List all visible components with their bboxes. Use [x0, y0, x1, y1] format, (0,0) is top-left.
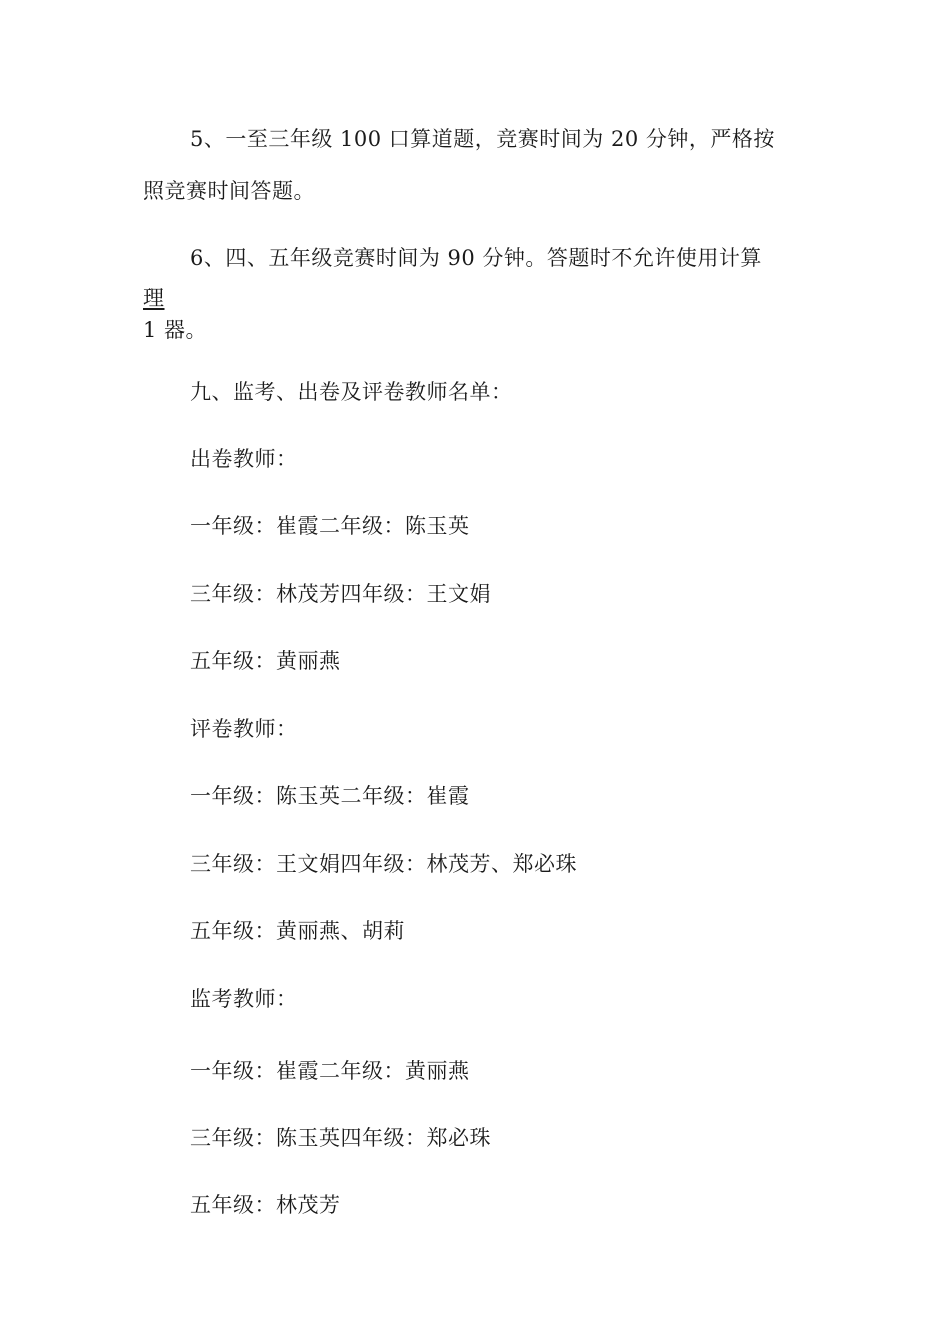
rule-6-line-1: 6、四、五年级竞赛时间为 90 分钟。答题时不允许使用计算 [190, 246, 762, 270]
proctors-row: 三年级：陈玉英四年级：郑必珠 [190, 1126, 491, 1150]
graders-row: 一年级：陈玉英二年级：崔霞 [190, 784, 470, 808]
group-title-graders: 评卷教师： [190, 717, 298, 741]
rule-5-line-1: 5、一至三年级 100 口算道题，竞赛时间为 20 分钟，严格按 [190, 127, 775, 151]
paper-setters-row: 一年级：崔霞二年级：陈玉英 [190, 514, 470, 538]
proctors-row: 五年级：林茂芳 [190, 1193, 341, 1217]
proctors-row: 一年级：崔霞二年级：黄丽燕 [190, 1059, 470, 1083]
graders-row: 三年级：王文娟四年级：林茂芳、郑必珠 [190, 852, 577, 876]
graders-row: 五年级：黄丽燕、胡莉 [190, 919, 405, 943]
rule-6-line-3: 1 器。 [143, 318, 208, 342]
paper-setters-row: 五年级：黄丽燕 [190, 649, 341, 673]
rule-6-underlined-char: 理 [143, 286, 165, 310]
paper-setters-row: 三年级：林茂芳四年级：王文娟 [190, 582, 491, 606]
section-9-heading: 九、监考、出卷及评卷教师名单： [190, 380, 513, 404]
rule-5-line-2: 照竞赛时间答题。 [143, 179, 315, 203]
group-title-paper-setters: 出卷教师： [190, 447, 298, 471]
group-title-proctors: 监考教师： [190, 987, 298, 1011]
